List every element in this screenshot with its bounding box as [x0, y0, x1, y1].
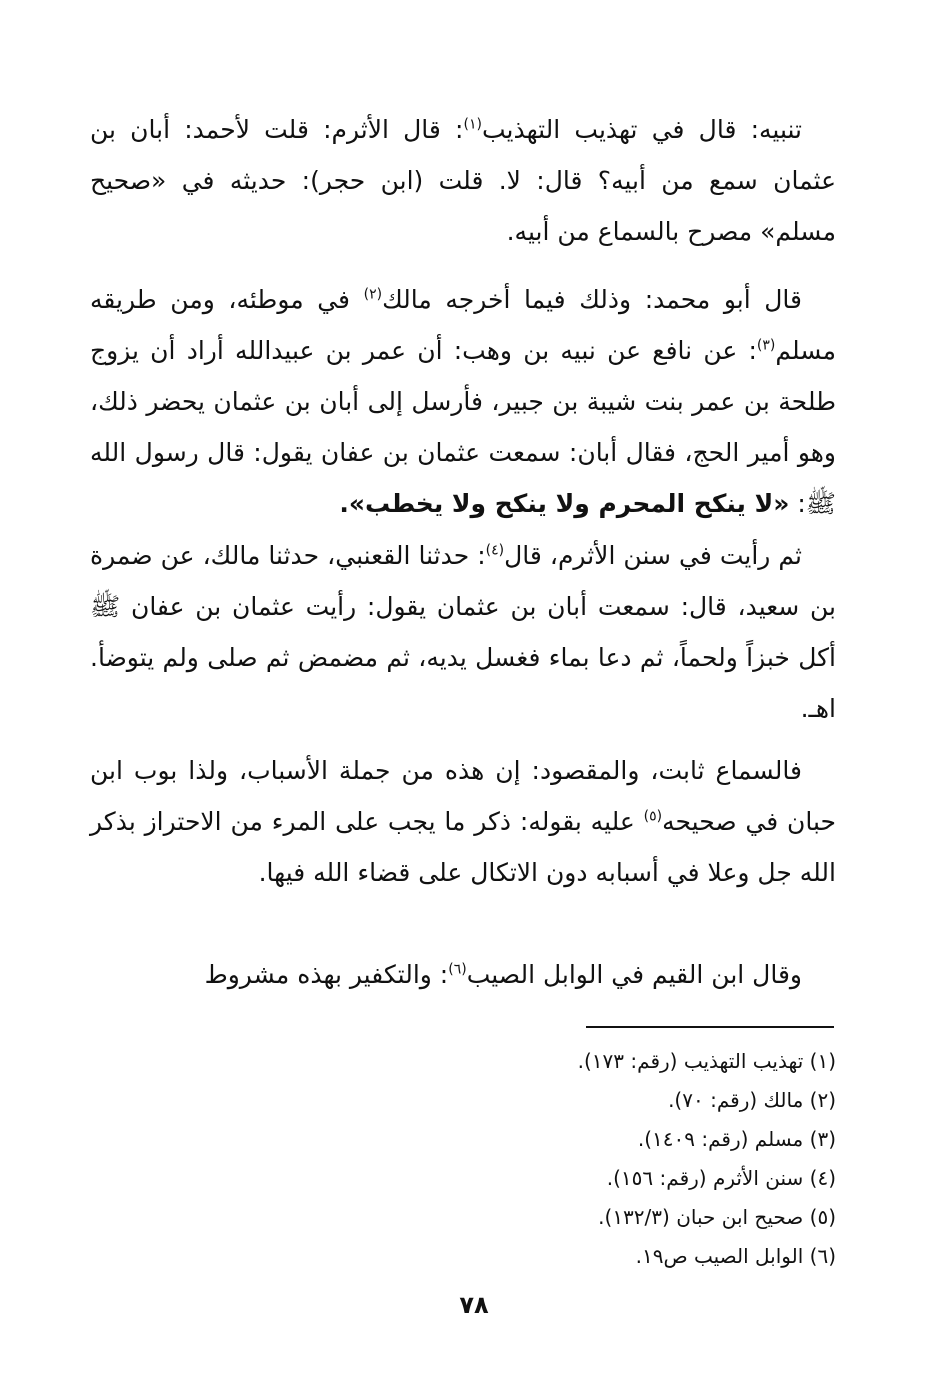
footnote-marker: (٤) [485, 542, 505, 559]
footnote-item: (٦) الوابل الصيب ص١٩. [635, 1244, 836, 1268]
paragraph-abu-muhammad [90, 274, 836, 529]
paragraph-text: : والتكفير بهذه مشروط [204, 960, 449, 989]
paragraph-tanbih [90, 104, 836, 257]
paragraph-text: فالسماع ثابت، والمقصود: إن هذه من جملة الأسباب، ولذا بوب ابن حبان في صحيحه [90, 756, 836, 836]
paragraph-text: قال أبو محمد: وذلك فيما أخرجه مالك [382, 285, 802, 314]
footnote-marker: (٥) [643, 808, 663, 825]
footnote-item: (١) تهذيب التهذيب (رقم: ١٧٣). [577, 1049, 836, 1073]
hadith-quote: «لا ينكح المحرم ولا ينكح ولا يخطب». [339, 489, 790, 518]
footnote-item: (٤) سنن الأثرم (رقم: ١٥٦). [606, 1166, 836, 1190]
page-number: ٧٨ [459, 1291, 489, 1319]
footnote-marker: (٦) [448, 961, 467, 978]
footnote-item: (٢) مالك (رقم: ٧٠). [668, 1088, 836, 1112]
paragraph-text: وقال ابن القيم في الوابل الصيب [466, 960, 802, 989]
footnote-item: (٥) صحيح ابن حبان (١٣٢/٣). [598, 1205, 836, 1229]
footnote-separator [586, 1026, 834, 1028]
footnote-marker: (١) [463, 116, 482, 133]
paragraph-text: : حدثنا القعنبي، حدثنا مالك، عن ضمرة بن سعيد، قال: سمعت أبان بن عثمان يقول: رأيت عثمان بن عفان ﷺ أكل خبزاً ولحماً، ثم دعا بماء فغسل يديه، ثم مضمض ثم صلى ولم يتوضأ. اهـ. [90, 541, 836, 723]
paragraph-text: ثم رأيت في سنن الأثرم، قال [504, 541, 802, 570]
paragraph-text: تنبيه: قال في تهذيب التهذيب [481, 115, 802, 144]
paragraph-sunan-athram [90, 530, 836, 734]
paragraph-ibn-qayyim [90, 949, 836, 1000]
paragraph-text: : عن نافع عن نبيه بن وهب: أن عمر بن عبيدالله أراد أن يزوج طلحة بن عمر بنت شيبة بن جبير، فأرسل إلى أبان بن عثمان يحضر ذلك، وهو أمير الحج، فقال أبان: سمعت عثمان بن عفان يقول: قال رسول الله ﷺ: [90, 336, 836, 518]
paragraph-sama-thabit [90, 745, 836, 898]
paragraph-text: : قال الأثرم: قلت لأحمد: أبان بن عثمان سمع من أبيه؟ قال: لا. قلت (ابن حجر): حديثه في «صحيح مسلم» مصرح بالسماع من أبيه. [90, 115, 836, 246]
footnote-item: (٣) مسلم (رقم: ١٤٠٩). [637, 1127, 836, 1151]
paragraph-text: عليه بقوله: ذكر ما يجب على المرء من الاحتراز بذكر الله جل وعلا في أسبابه دون الاتكال على قضاء الله فيها. [90, 807, 836, 887]
paragraph-text: في موطئه، ومن طريقه مسلم [90, 285, 836, 365]
footnote-marker: (٣) [756, 337, 776, 354]
footnotes-list [336, 1042, 836, 1276]
footnote-marker: (٢) [363, 286, 383, 303]
